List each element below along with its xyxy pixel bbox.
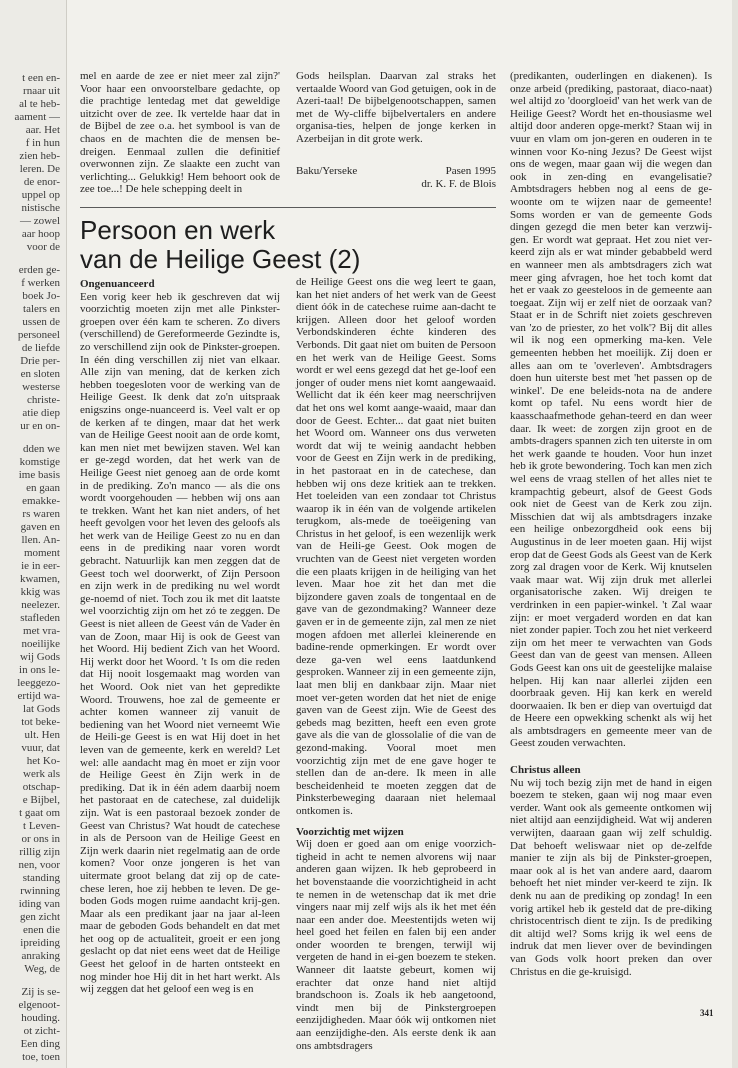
left-fragment-line: met vra-: [23, 625, 60, 637]
left-fragment-line: ertijd wa-: [17, 690, 60, 702]
previous-page-edge: [0, 0, 67, 1068]
left-fragment-line: t Leven-: [23, 820, 60, 832]
article-column-2b-text: Wij doen er goed aan om enige voorzich-tigheid in acht te nemen alvorens wij naar anderen gaan wijzen. Ik heb geprobeerd in het bovenstaande die voorzichtigheid in acht te nemen in de wetenschap dat ik met drie vingers naar mij zelf wijs als ik het met één naar een ander doe. Meestentijds weten wij heel goed het feilen en falen bij een ander onder woorden te brengen, terwijl wij vergeten de hand in ei-gen boezem te steken. Wanneer dit laatste gebeurt, komen wij erachter dat onze hand niet altijd brandschoon is. Zoals ik heb aangetoond, vindt men bij de Pinkstergroepen eenzijdigheden. Maar óók wij ontkomen niet aan eenzijdighe-den. Als eerste denk ik aan ons ambtsdragers: [296, 838, 496, 1052]
top-column-1: [80, 70, 280, 196]
left-fragment-line: standing: [22, 872, 60, 884]
left-fragment-line: wij Gods: [19, 651, 60, 663]
page-gutter-shade: [732, 0, 738, 1068]
article-title-line-1: Persoon en werk: [80, 215, 276, 245]
article-column-1: [80, 276, 280, 996]
left-fragment-line: erden ge-: [18, 264, 60, 276]
left-fragment-line: Drie per-: [20, 355, 60, 367]
left-fragment-line: en sloten: [20, 368, 60, 380]
left-fragment-line: talers en: [23, 303, 60, 315]
left-fragment-line: rnaar uit: [23, 85, 60, 97]
left-fragment-line: rillig zijn: [19, 846, 60, 858]
article-column-3: [510, 70, 712, 978]
page-number: 341: [700, 1008, 714, 1018]
left-fragment-line: gen zicht: [19, 911, 60, 923]
top-column-2: [296, 70, 496, 146]
left-fragment-line: Zij is se-: [21, 986, 60, 998]
article-column-1-text: Een vorig keer heb ik geschreven dat wij voorzichtig moeten zijn met alle Pinkster-groepen over één kam te scheren. Zo divers (verschillend) de Gereformeerde Gezindte is, zo verschillend zijn ook de Pinkster-groepen. In één ding verschillen zij niet van elkaar. Alle zijn van mening, dat de kerken zich hebben toegesloten voor de werking van de Heilige Geest. Ik denk dat zo'n uitspraak enigszins onge-nuanceerd is. Veel valt er op de kerken af te dingen, maar dat het werk van de Heilige Geest nooit aan de orde komt, kan men niet met bewijzen staven. Wel kan er ge-zegd worden, dat het werk van de Heilige Geest niet genoeg aan de orde komt in de prediking. Zo'n manco — als die ons wordt voorgehouden — hebben wij ons aan te trekken. Want het kan niet anders, of het heeft gevolgen voor het leven des geloofs als het werk van de Heilige Geest zo nu en dan eens in de prediking naar voren wordt gebracht. Natuurlijk kan men zeggen dat de Geest toch wel doorwerkt, of Zijn Persoon en zijn werk in de prediking nu wel wordt ge-noemd of niet. Toch zou ik met dit laatste wel voorzichtig zijn om het zó te zeggen. De Geest is niet alleen de Geest ván de Vader èn van de Zoon, maar Hij is ook de Geest van het Woord. Hij bedient Zich van het Woord. Hij werkt door het Woord. 't Is om die reden dat Hij nooit losgemaakt mag worden van het Woord. Ook niet van het gepredikte Woord. Trouwens, hoe zal de gemeente er achter komen wanneer zij vanuit de bediening van het Woord niet verneemt Wie de Heili-ge Geest is en wat Hij doet in het leven van de gemeente, kerk en wereld? Let wel: alle aandacht mag èn moet er zijn voor de Heilige Geest èn Zijn werk in de prediking. Dat ik in één adem daarbij noem het pastoraat en de catechese, zal duidelijk zijn. Wat is een pastoraal bezoek zonder de Geest van Christus? Wat houdt de catechese in als de Persoon van de Heilige Geest en Zijn werk daarin niet regelmatig aan de orde komen? Voor onze jongeren is het van uitermate groot belang dat zij op de cate-chese leren, hoe zij hebben te leven. De ge-boden Gods mogen ruime aandacht krij-gen. Maar als een predikant jaar na jaar al-leen maar de geboden Gods behandelt en dat met het oog op de actualiteit, groeit er een jong geslacht op dat niet eens weet dat de Heilige Geest het geloof in de harten ontsteekt en nog minder hoe Hij dit in het hart werkt. Als wij zeggen dat het geloof een weg is en: [80, 290, 280, 996]
left-fragment-line: in ons le-: [19, 664, 60, 676]
article-title: [80, 216, 500, 274]
signature-date: Pasen 1995: [445, 165, 496, 177]
left-fragment-line: aament —: [14, 111, 60, 123]
subheading-ongenuanceerd: Ongenuanceerd: [80, 278, 155, 290]
left-fragment-line: rwinning: [20, 885, 60, 897]
article-column-2-text: de Heilige Geest ons die weg leert te gaan, kan het niet anders of het werk van de Geest dient óók in de catechese ruime aan-dacht te krijgen. Alleen door het geloof worden Verbondskinderen échte kinderen des Verbonds. Dit gaat niet om buiten de Persoon en het werk van de Heilige Geest. Soms wordt er wel eens gezegd dat het ge-loof een jonger of ouder mens niet komt aangewaaid. Wellicht dat ik één keer mag neerschrijven dat het ons wel komt aange-waaid, maar dan door de Geest. Echter... dat gaat niet buiten het Woord om. Wanneer ons dus verweten wordt dat wij te weinig aandacht hebben voor de Geest en Zijn werk in de prediking, in het pastoraat en in de catechese, dan hebben wij ons deze kritiek aan te trekken. Het toeleiden van een zondaar tot Christus waarop ik in één van de volgende artikelen terugkom, als-mede de toeëigening van Christus in het geloof, is een wezenlijk werk van de Heili-ge Geest. Ook mogen de vruchten van de Geest niet vergeten worden die een plaats krijgen in de heiliging van het leven. Maar hoe zit het dan met die bijzondere gaven zoals de tongentaal en de gave van de gezondmaking? Wanneer deze gaven er in de gemeente zijn, zal men ze niet mogen afdoen met allerlei kleinerende en badine-rende opmerkingen. Er wordt over deze ga-ven wel eens laatdunkend gesproken. Wanneer zij in een gemeente zijn, laat men blij en dankbaar zijn. Maar niet moet ver-geten worden dat het niet de enige gaven van de Geest zijn. Wie de Geest des gebeds mag bezitten, heeft een even grote gave als die van de glossolalie of die van de gezond-making. Vooral moet men voorzichtig zijn met de ene gave hoger te stellen dan de an-dere. Ik meen in alle bescheidenheid te moeten zeggen dat de Pinksterbeweging daaraan niet helemaal ontkomen is.: [296, 276, 496, 817]
left-fragment-line: leren. De: [19, 163, 60, 175]
left-fragment-line: t een en-: [22, 72, 60, 84]
left-fragment-line: Een ding: [20, 1038, 60, 1050]
left-fragment-line: de liefde: [21, 342, 60, 354]
left-fragment-line: voor de: [26, 241, 60, 253]
left-fragment-line: Weg, de: [24, 963, 60, 975]
left-fragment-line: ie in eer-: [21, 560, 60, 572]
left-fragment-line: tot beke-: [21, 716, 60, 728]
left-fragment-line: gaven en: [20, 521, 60, 533]
left-fragment-line: het Ko-: [26, 755, 60, 767]
left-fragment-line: neelezer.: [21, 599, 60, 611]
left-fragment-line: houding.: [21, 1012, 60, 1024]
article-title-line-2: van de Heilige Geest (2): [80, 244, 361, 274]
left-fragment-line: aar. Het: [25, 124, 60, 136]
top-column-1-text: mel en aarde de zee er niet meer zal zijn?' Voor haar een onvoorstelbare gedachte, op die prachtige lentedag met dat geweldige uitzicht over de zee. Ik vertelde haar dat in de Bijbel de zee o.a. het symbool is van de chaos en de machten die de mensen be-dreigen. Eenmaal zullen die definitief overwonnen zijn. Ze slaakte een zucht van verlichting... Gelukkig! Hem behoort ook de zee toe...! De hele schepping deelt in: [80, 70, 280, 196]
left-fragment-line: f werken: [21, 277, 60, 289]
section-divider: [80, 207, 496, 208]
left-fragment-line: al te heb-: [19, 98, 60, 110]
left-fragment-line: vuur, dat: [21, 742, 60, 754]
left-fragment-line: westerse: [22, 381, 60, 393]
signature-block: [296, 165, 496, 191]
left-fragment-line: personeel: [17, 329, 60, 341]
left-fragment-line: ime basis: [18, 469, 60, 481]
left-fragment-line: f in hun: [25, 137, 60, 149]
left-fragment-line: kwamen,: [19, 573, 60, 585]
left-fragment-line: en gaan: [26, 482, 60, 494]
signature-place: Baku/Yerseke: [296, 165, 358, 177]
left-fragment-line: t gaat om: [19, 807, 60, 819]
left-fragment-line: uppel op: [21, 189, 60, 201]
left-fragment-line: — zowel: [19, 215, 60, 227]
left-fragment-line: or ons in: [21, 833, 60, 845]
left-fragment-line: ussen de: [22, 316, 60, 328]
left-fragment-line: ipreiding: [20, 937, 60, 949]
subheading-voorzichtig: Voorzichtig met wijzen: [296, 825, 404, 838]
left-fragment-line: nistische: [21, 202, 60, 214]
left-fragment-line: llen. An-: [21, 534, 60, 546]
left-fragment-line: de enor-: [23, 176, 60, 188]
left-fragment-line: ot zicht-: [23, 1025, 60, 1037]
left-fragment-line: toe, toen: [22, 1051, 60, 1063]
left-fragment-line: moment: [23, 547, 60, 559]
left-fragment-line: atie diep: [22, 407, 60, 419]
left-fragment-line: emakke-: [22, 495, 60, 507]
left-fragment-line: anraking: [21, 950, 60, 962]
left-fragment-line: stafleden: [20, 612, 60, 624]
left-fragment-line: zien heb-: [19, 150, 60, 162]
left-fragment-line: iding van: [18, 898, 60, 910]
left-fragment-line: boek Jo-: [22, 290, 60, 302]
top-column-2-text: Gods heilsplan. Daarvan zal straks het vertaalde Woord van God getuigen, ook in de Azeri-taal! De bijbelgenootschappen, samen met de Wy-cliffe bijbelvertalers en andere organisa-ties, helpen de jonge kerken in Azerbeijan in dit grote werk.: [296, 70, 496, 145]
left-fragment-line: komstige: [19, 456, 60, 468]
left-fragment-line: christe-: [27, 394, 60, 406]
left-fragment-line: enen die: [23, 924, 60, 936]
signature-author: dr. K. F. de Blois: [421, 178, 496, 190]
left-fragment-line: lat Gods: [23, 703, 60, 715]
left-fragment-line: werk als: [23, 768, 60, 780]
subheading-christus-alleen: Christus alleen: [510, 764, 581, 777]
left-fragment-line: e Bijbel,: [22, 794, 60, 806]
left-fragment-line: nen, voor: [18, 859, 60, 871]
left-fragment-line: ur en on-: [20, 420, 60, 432]
left-fragment-line: leeggezo-: [17, 677, 60, 689]
left-fragment-line: rs waren: [22, 508, 60, 520]
left-fragment-line: dden we: [23, 443, 60, 455]
article-column-2: [296, 276, 496, 1052]
left-fragment-line: kkig was: [20, 586, 60, 598]
left-fragment-line: noeilijke: [21, 638, 60, 650]
left-fragment-line: elgenoot-: [18, 999, 60, 1011]
article-column-3a-text: (predikanten, ouderlingen en diakenen). Is onze arbeid (prediking, pastoraat, diaco-naat) wel altijd zo 'doorgloeid' van het werk van de Heilige Geest? Wordt het en-thousiasme wel altijd door anderen opge-merkt? Staan wij in vuur en vlam om jon-geren en ouderen in te winnen voor Ko-ning Jezus? De Geest wijst ons de wegen, maar gaan wij die wegen dan ook in zen-ding en evangelisatie? Ambtsdragers hebben nog al eens de ge-woonte om te wijzen naar de gemeente! Soms worden er van de gemeente Gods dingen gezegd die men beter kan verzwij-gen. Er wordt wat gepraat. Het zou niet ver-keerd zijn als er wat minder gebabbeld werd en wanneer men als ambtsdragers zich wat meer ging afvragen, hoe het toch komt dat het er vaak zo geesteloos in de gemeente aan toegaat. Zijn wij er zelf niet de oorzaak van? Staat er in de Schrift niet zoiets geschreven van 'zo de priester, zo het volk'? Bij dit alles wil ik nog een opmerking ma-ken. Vele gemeenten hebben het moeilijk. Zij doen er alles aan om te 'overleven'. Ambtsdragers doen hun uiterste best met 'het passen op de winkel'. De ene beleids-nota na de andere komt op tafel. Nu eens wordt hier de kaasschaafmethode gehan-teerd en dan weer daar. Ik weet: de zorgen zijn groot en de ambts-dragers spannen zich ten uiterste in om het werk gaande te houden. Voor hun inzet heb ik grote bewondering. Toch kan men zich wel eens de vraag stellen of het alles niet te krampachtig gebeurt, alsof de Geest Gods ook niet de Geest van de Kerk zou zijn. Misschien dat wij als ambtsdragers inzake een heilige onbezorgdheid ook eens bij Augustinus in de leer moeten gaan. Hij wijst erop dat de Geest Gods als Geest van de Kerk zorg zal dragen voor de Kerk. Wij knutselen vaak maar wat. Wij zijn druk met allerlei organisatorische zaken. Wij dreigen te verdrinken in een papier-winkel. 't Zal waar zijn: er moet vergaderd worden en dat kan niet zonder papier. Toch zou het niet verkeerd zijn om het meer te verwachten van Gods Geest dan van de geest van mensen. Alleen Gods Geest kan ons uit de geestelijke malaise helpen. Hij kan naar allerlei zijden een doorbraak geven. Hij kan kerk en wereld doorwaaien. Ik ben er diep van overtuigd dat de Heere een opwekking schenkt als wij het als ambtsdragers en gemeente meer van de Geest zouden verwachten.: [510, 70, 712, 750]
left-fragment-line: ult. Hen: [24, 729, 60, 741]
left-fragment-line: otschap-: [22, 781, 60, 793]
left-fragment-line: aar hoop: [21, 228, 60, 240]
article-column-3-text: Nu wij toch bezig zijn met de hand in eigen boezem te steken, gaan wij nog maar even verder. Want ook als gemeente ontkomen wij niet altijd aan eenzijdigheid. Wat wij anderen verwijten, daaraan gaan wij zelf schuldig. Dat behoeft weliswaar niet op de-zelfde manier te zijn als bij de Pinkster-groepen, maar ook al is het van andere aard, daarom behoeft het niet minder ver-keerd te zijn. Ik denk nu aan de prediking op zondag! In een vorig artikel heb ik gesteld dat de pre-diking christocentrisch dient te zijn. Is de prediking dit altijd wel? Soms krijg ik wel eens de indruk dat men liever over de bevindingen van Gods volk hoort preken dan over Christus en die ge-kruisigd.: [510, 776, 712, 978]
